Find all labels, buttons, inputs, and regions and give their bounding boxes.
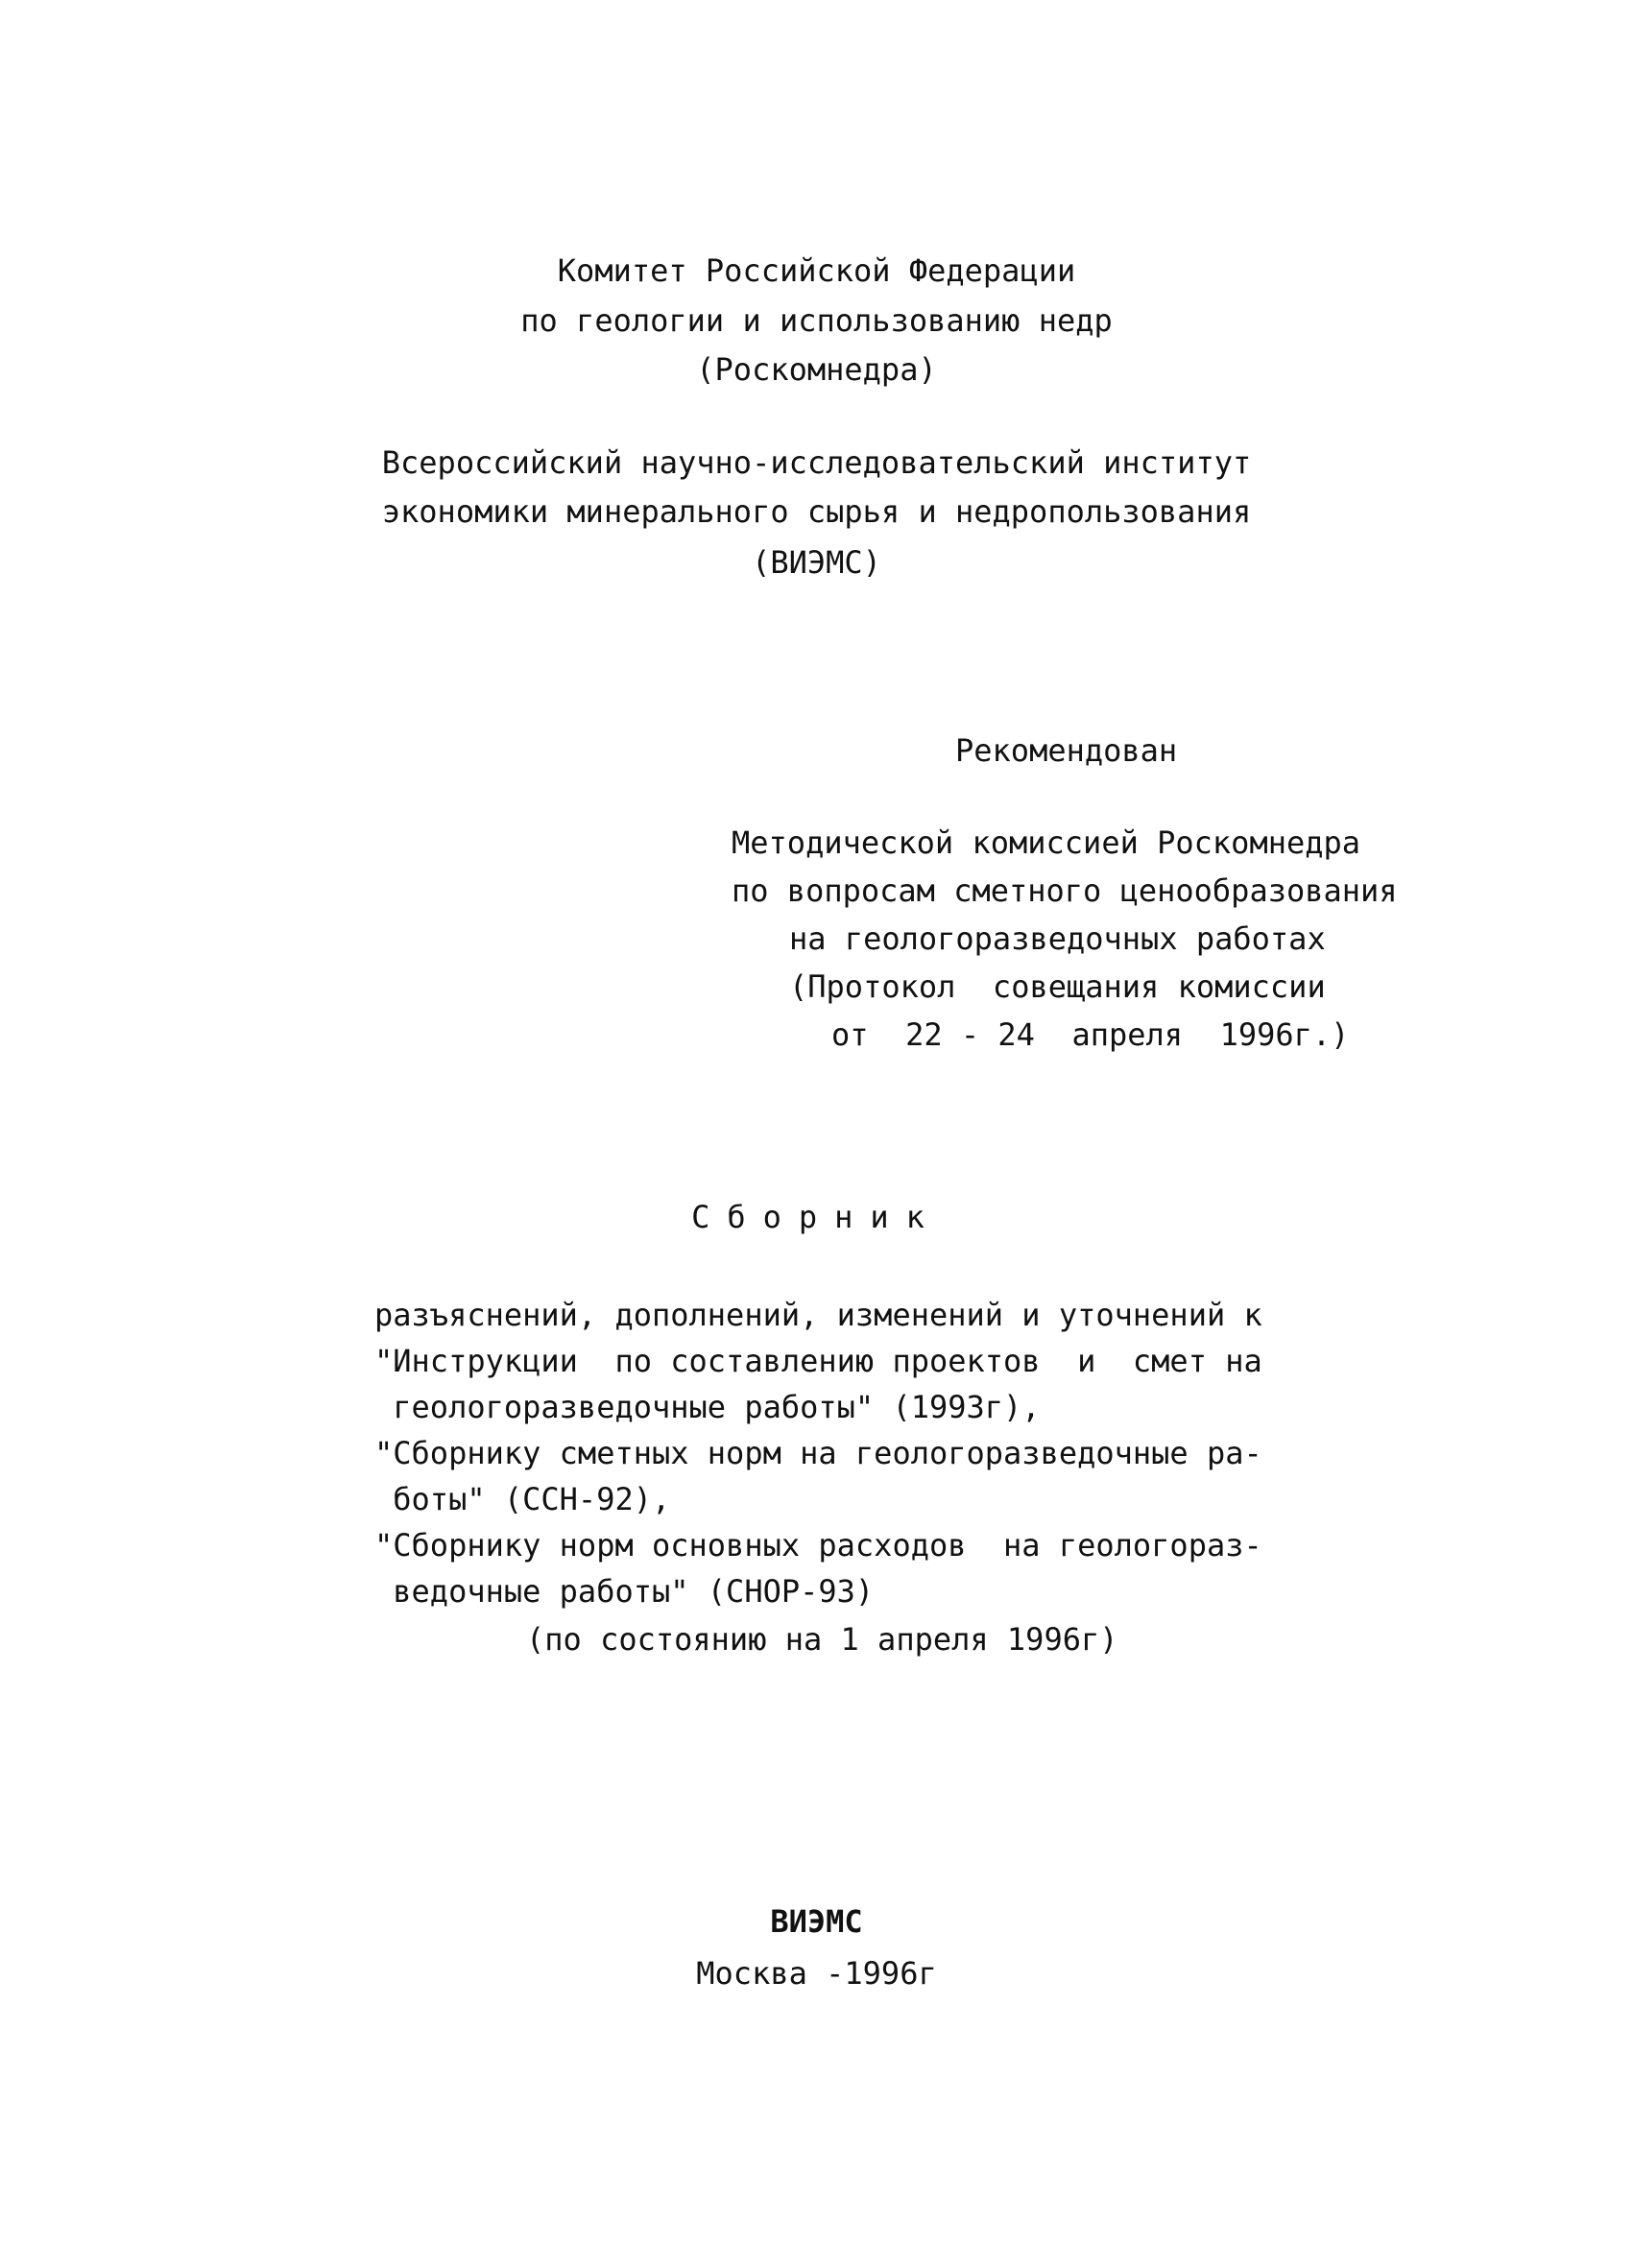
collection-status-date: (по состоянию на 1 апреля 1996г) [526,1621,1118,1658]
collection-line-4: "Сборнику сметных норм на геологоразведочные ра- [374,1435,1262,1471]
institute-line-1: Всероссийский научно-исследовательский институт [381,444,1252,481]
publisher-name: ВИЭМС [770,1903,863,1940]
committee-line-1: Комитет Российской Федерации [557,252,1076,289]
collection-line-3: геологоразведочные работы" (1993г), [374,1389,1041,1425]
recommendation-line-5: от 22 - 24 апреля 1996г.) [831,1016,1350,1053]
recommendation-line-1: Методической комиссией Роскомнедра [732,824,1361,861]
committee-line-2: по геологии и использованию недр [520,302,1113,339]
collection-line-6: "Сборнику норм основных расходов на геологораз- [374,1527,1262,1564]
recommendation-line-2: по вопросам сметного ценообразования [732,872,1398,909]
recommendation-line-3: на геологоразведочных работах [789,920,1326,957]
recommended-title: Рекомендован [955,732,1178,769]
collection-line-2: "Инструкции по составлению проектов и смет на [374,1343,1262,1379]
committee-line-3: (Роскомнедра) [696,351,937,388]
collection-line-7: ведочные работы" (СНОР-93) [374,1573,875,1610]
collection-title: Сборник [691,1199,942,1235]
collection-line-1: разъяснений, дополнений, изменений и уточнений к [374,1297,1262,1333]
city-year: Москва -1996г [696,1955,937,1992]
institute-line-3: (ВИЭМС) [752,544,881,581]
recommendation-line-4: (Протокол совещания комиссии [789,968,1326,1005]
collection-line-5: боты" (ССН-92), [374,1481,671,1517]
institute-line-2: экономики минерального сырья и недропользования [381,493,1252,530]
